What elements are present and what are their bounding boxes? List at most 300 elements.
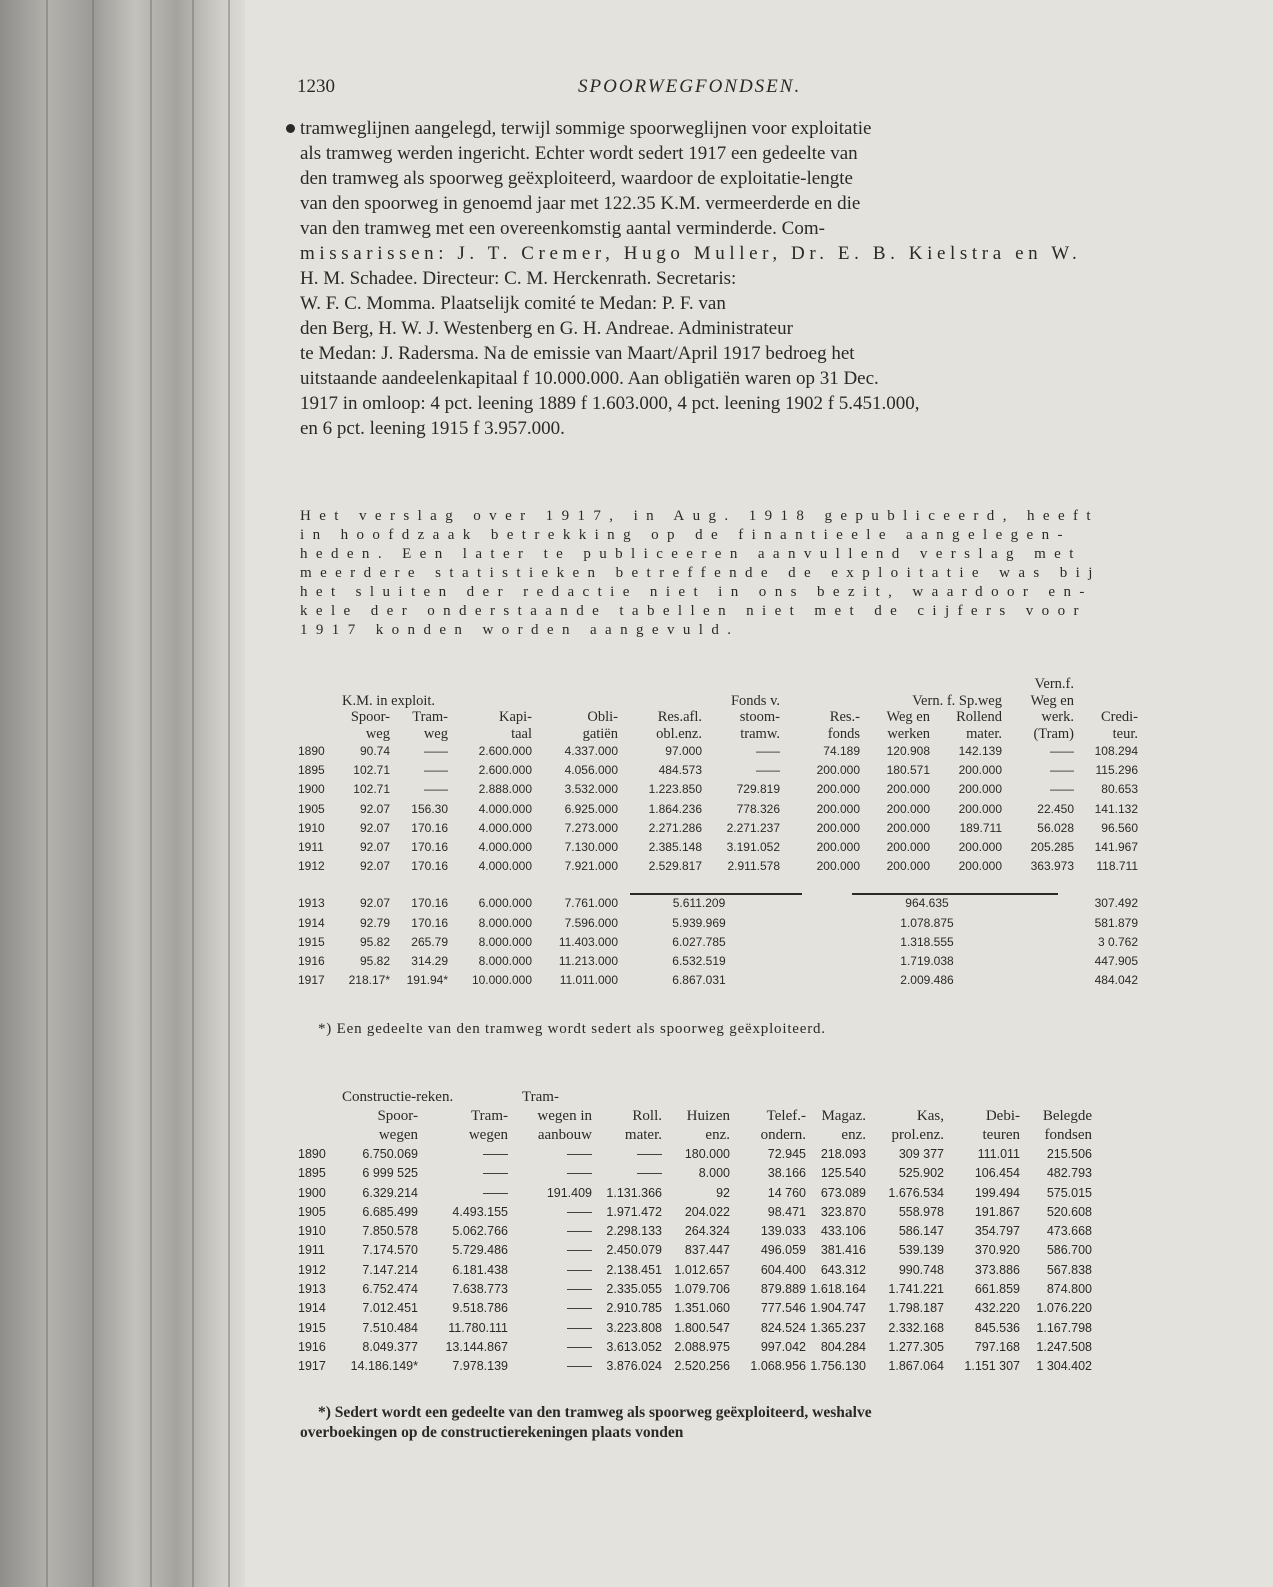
table-cell: 156.30 bbox=[411, 801, 448, 816]
table-cell: 5.729.486 bbox=[452, 1243, 508, 1258]
table-cell: —— bbox=[756, 744, 780, 758]
table-cell: 2.911.578 bbox=[727, 859, 780, 874]
table-cell: 92.07 bbox=[359, 840, 390, 855]
table-cell: 309 377 bbox=[898, 1147, 944, 1161]
table-cell: 997.042 bbox=[760, 1339, 806, 1354]
col-header: Obli- bbox=[587, 709, 618, 725]
table-cell: 1890 bbox=[298, 1147, 326, 1161]
table-cell: 2.088.975 bbox=[674, 1339, 730, 1354]
text-line: van den spoorweg in genoemd jaar met 122.35 K.M. vermeerderde en die bbox=[300, 193, 861, 214]
text-line: missarissen: J. T. Cremer, Hugo Muller, Dr. E. B. Kielstra en W. bbox=[300, 243, 1082, 264]
table-cell: 7.978.139 bbox=[452, 1359, 508, 1374]
table-cell: 215.506 bbox=[1046, 1147, 1092, 1161]
table-row bbox=[298, 780, 1138, 799]
col-header: enz. bbox=[705, 1127, 730, 1143]
table-row bbox=[298, 857, 1138, 876]
table-cell: 1.079.706 bbox=[674, 1282, 730, 1297]
table-cell: 5.062.766 bbox=[452, 1224, 508, 1239]
bullet-mark bbox=[286, 124, 295, 133]
table-cell: 2.298.133 bbox=[606, 1224, 662, 1239]
table-cell: 14.186.149* bbox=[350, 1359, 418, 1374]
table-cell: —— bbox=[1050, 744, 1074, 758]
table-cell: 7.273.000 bbox=[564, 820, 618, 835]
table-row bbox=[298, 894, 1138, 913]
table-cell: 7.596.000 bbox=[564, 915, 618, 930]
col-header: wegen bbox=[468, 1127, 508, 1143]
table-cell: 837.447 bbox=[684, 1243, 730, 1258]
table-cell: 111.011 bbox=[977, 1147, 1020, 1161]
table-cell: 1.741.221 bbox=[888, 1282, 944, 1297]
table-cell: 1.277.305 bbox=[888, 1339, 944, 1354]
table-cell: 473.668 bbox=[1046, 1224, 1092, 1239]
table-cell: 370.920 bbox=[974, 1243, 1020, 1258]
table-cell: 1.078.875 bbox=[900, 915, 954, 930]
col-header: Vern.f. bbox=[1034, 676, 1074, 692]
col-header: gatiën bbox=[582, 725, 618, 742]
table-cell: 1.867.064 bbox=[888, 1359, 944, 1374]
table-cell: 575.015 bbox=[1046, 1185, 1092, 1200]
col-header: teur. bbox=[1112, 725, 1138, 742]
table-cell: 433.106 bbox=[820, 1224, 866, 1239]
table-cell: 1912 bbox=[298, 859, 325, 874]
table-cell: 118.711 bbox=[1096, 859, 1138, 874]
col-header: Roll. bbox=[632, 1108, 662, 1124]
table-cell: 1917 bbox=[298, 973, 325, 988]
table-cell: —— bbox=[567, 1204, 592, 1219]
table-row bbox=[298, 1164, 1092, 1183]
table-row bbox=[298, 800, 1138, 819]
table-cell: 102.71 bbox=[353, 763, 390, 778]
text-line: in hoofdzaak betrekking op de finantieele aangelegen- bbox=[300, 527, 1071, 543]
table-cell: 4.000.000 bbox=[478, 859, 532, 874]
table-cell: 7.850.578 bbox=[362, 1224, 418, 1239]
table-cell: 80.653 bbox=[1101, 782, 1138, 797]
table-cell: 1905 bbox=[298, 1204, 326, 1219]
col-header: Res.afl. bbox=[657, 709, 702, 725]
table-cell: 1.365.237 bbox=[810, 1320, 866, 1335]
table2-footnote-line: overboekingen op de constructierekeningen plaats vonden bbox=[300, 1424, 684, 1441]
table-cell: 1.131.366 bbox=[606, 1185, 662, 1200]
table-cell: —— bbox=[567, 1166, 592, 1181]
table-cell: 6.685.499 bbox=[362, 1204, 418, 1219]
table-cell: 2.271.237 bbox=[726, 820, 780, 835]
table-cell: 824.524 bbox=[760, 1320, 806, 1335]
table-cell: 1914 bbox=[298, 1301, 326, 1316]
table-cell: —— bbox=[756, 763, 780, 778]
table-cell: 7.130.000 bbox=[564, 840, 618, 855]
col-header: Rollend bbox=[956, 709, 1002, 725]
table-cell: 1.756.130 bbox=[810, 1359, 866, 1374]
col-header: Kapi- bbox=[498, 709, 532, 725]
table-cell: —— bbox=[424, 744, 448, 758]
table-cell: 92.07 bbox=[359, 801, 390, 816]
table-cell: 1915 bbox=[298, 934, 325, 949]
table-cell: 581.879 bbox=[1094, 915, 1138, 930]
table-cell: 97.000 bbox=[665, 744, 702, 758]
text-line: tramweglijnen aangelegd, terwijl sommige spoorweglijnen voor exploitatie bbox=[300, 118, 872, 139]
table-cell: 200.000 bbox=[816, 859, 860, 874]
table-row bbox=[298, 1338, 1092, 1357]
table-cell: 567.838 bbox=[1046, 1262, 1092, 1277]
table-cell: 6.000.000 bbox=[478, 896, 532, 911]
text-line: als tramweg werden ingericht. Echter wordt sedert 1917 een gedeelte van bbox=[300, 143, 858, 164]
table-cell: 115.296 bbox=[1095, 763, 1138, 778]
bracket-line bbox=[630, 893, 802, 895]
col-header: stoom- bbox=[739, 709, 780, 725]
table-cell: 643.312 bbox=[820, 1262, 866, 1277]
table-cell: 482.793 bbox=[1046, 1166, 1092, 1181]
table-cell: —— bbox=[1050, 763, 1074, 778]
table-cell: 22.450 bbox=[1037, 801, 1074, 816]
table-cell: —— bbox=[567, 1147, 592, 1161]
table-cell: 11.403.000 bbox=[558, 934, 618, 949]
table-cell: 170.16 bbox=[411, 820, 448, 835]
table-cell: 200.000 bbox=[886, 782, 930, 797]
text-line: Het verslag over 1917, in Aug. 1918 gepubliceerd, heeft bbox=[300, 508, 1099, 524]
table-row bbox=[298, 1319, 1092, 1338]
table-cell: 108.294 bbox=[1094, 744, 1138, 758]
table-cell: 95.82 bbox=[359, 954, 390, 969]
table-cell: 8.049.377 bbox=[362, 1339, 418, 1354]
table-cell: 3.613.052 bbox=[606, 1339, 662, 1354]
table-cell: 1916 bbox=[298, 1339, 326, 1354]
col-header: mater. bbox=[624, 1127, 662, 1143]
table-row bbox=[298, 1280, 1092, 1299]
table-cell: 307.492 bbox=[1094, 896, 1138, 911]
col-header: wegen bbox=[378, 1127, 418, 1143]
table-cell: 200.000 bbox=[816, 782, 860, 797]
table-cell: 1.971.472 bbox=[606, 1204, 662, 1219]
table-cell: 990.748 bbox=[898, 1262, 944, 1277]
table-cell: 673.089 bbox=[820, 1185, 866, 1200]
table-cell: 1890 bbox=[298, 744, 325, 758]
table-row bbox=[298, 819, 1138, 838]
table-cell: 447.905 bbox=[1094, 954, 1138, 969]
col-header: prol.enz. bbox=[891, 1127, 944, 1143]
table-cell: 200.000 bbox=[886, 840, 930, 855]
table-cell: 558.978 bbox=[898, 1204, 944, 1219]
table-cell: 1895 bbox=[298, 1166, 326, 1181]
text-line: den tramweg als spoorweg geëxploiteerd, waardoor de exploitatie-lengte bbox=[300, 168, 853, 189]
table-cell: —— bbox=[483, 1147, 508, 1161]
table-cell: 3.876.024 bbox=[606, 1359, 662, 1374]
table-cell: 199.494 bbox=[974, 1185, 1020, 1200]
text-line: H. M. Schadee. Directeur: C. M. Herckenrath. Secretaris: bbox=[300, 268, 737, 289]
table-cell: 6.867.031 bbox=[672, 973, 726, 988]
table-cell: 3.191.052 bbox=[726, 840, 780, 855]
table-cell: 2.529.817 bbox=[648, 859, 702, 874]
table-cell: 1.223.850 bbox=[648, 782, 702, 797]
table-cell: 10.000.000 bbox=[471, 973, 532, 988]
table-cell: 6.329.214 bbox=[362, 1185, 418, 1200]
table-cell: 90.74 bbox=[359, 744, 390, 758]
table-cell: 496.059 bbox=[760, 1243, 806, 1258]
col-header: Kas, bbox=[916, 1108, 944, 1124]
col-header: enz. bbox=[841, 1127, 866, 1143]
col-header: Weg en bbox=[886, 709, 930, 725]
table-cell: 6.752.474 bbox=[362, 1282, 418, 1297]
table-row bbox=[298, 971, 1138, 990]
table-cell: 354.797 bbox=[974, 1224, 1020, 1239]
table-cell: —— bbox=[567, 1262, 592, 1277]
table-cell: 484.042 bbox=[1094, 973, 1138, 988]
table-cell: 106.454 bbox=[974, 1166, 1020, 1181]
col-header: werken bbox=[887, 725, 930, 742]
table-cell: 1900 bbox=[298, 782, 325, 797]
table-cell: —— bbox=[567, 1359, 592, 1374]
table-cell: 6.181.438 bbox=[452, 1262, 508, 1277]
text-line: kele der onderstaande tabellen niet met de cijfers voor bbox=[300, 603, 1087, 619]
table-cell: 92 bbox=[716, 1185, 730, 1200]
table-row bbox=[298, 838, 1138, 857]
table-row bbox=[298, 761, 1138, 780]
table-cell: 200.000 bbox=[958, 801, 1002, 816]
table-cell: 1911 bbox=[298, 840, 324, 855]
col-header: Tram- bbox=[471, 1108, 508, 1124]
table-cell: 6.925.000 bbox=[564, 801, 618, 816]
table-cell: 586.700 bbox=[1046, 1243, 1092, 1258]
table-cell: 604.400 bbox=[760, 1262, 806, 1277]
table-cell: —— bbox=[424, 763, 448, 778]
col-header: Tram- bbox=[412, 709, 448, 725]
table-cell: —— bbox=[637, 1147, 662, 1161]
col-header: weg bbox=[423, 725, 448, 742]
table-cell: —— bbox=[483, 1166, 508, 1181]
table-cell: 191.409 bbox=[546, 1185, 592, 1200]
table-cell: 141.967 bbox=[1094, 840, 1138, 855]
table-cell: 170.16 bbox=[411, 840, 448, 855]
table-cell: 8.000.000 bbox=[478, 954, 532, 969]
table-cell: 204.022 bbox=[684, 1204, 730, 1219]
table-cell: 200.000 bbox=[816, 801, 860, 816]
table-cell: 264.324 bbox=[684, 1224, 730, 1239]
table-cell: —— bbox=[637, 1166, 662, 1181]
table-cell: 1.618.164 bbox=[810, 1282, 866, 1297]
table-cell: 38.166 bbox=[767, 1166, 806, 1181]
table-cell: 879.889 bbox=[760, 1282, 806, 1297]
table-cell: 1.904.747 bbox=[810, 1301, 866, 1316]
table-cell: 125.540 bbox=[820, 1166, 866, 1181]
table-cell: 874.800 bbox=[1046, 1282, 1092, 1297]
table-cell: 205.285 bbox=[1030, 840, 1074, 855]
table-cell: 120.908 bbox=[886, 744, 930, 758]
col-header: Spoor- bbox=[377, 1108, 418, 1124]
table-cell: 102.71 bbox=[353, 782, 390, 797]
table-cell: 218.093 bbox=[820, 1147, 866, 1161]
text-line: W. F. C. Momma. Plaatselijk comité te Medan: P. F. van bbox=[300, 293, 726, 314]
table-cell: 92.07 bbox=[359, 896, 390, 911]
table-cell: 141.132 bbox=[1094, 801, 1138, 816]
table-cell: 1913 bbox=[298, 1282, 326, 1297]
col-header: Debi- bbox=[985, 1108, 1020, 1124]
col-header: K.M. in exploit. bbox=[342, 692, 436, 709]
table-row bbox=[298, 1203, 1092, 1222]
table-cell: 4.000.000 bbox=[478, 840, 532, 855]
table-row bbox=[298, 742, 1138, 761]
col-header: teuren bbox=[982, 1127, 1020, 1143]
table-cell: 373.886 bbox=[974, 1262, 1020, 1277]
table-cell: 381.416 bbox=[820, 1243, 866, 1258]
col-header: fondsen bbox=[1044, 1127, 1092, 1143]
table-cell: 95.82 bbox=[359, 934, 390, 949]
col-header: Huizen bbox=[686, 1108, 730, 1124]
table-cell: —— bbox=[424, 782, 448, 797]
table-cell: 778.326 bbox=[736, 801, 780, 816]
book-spine-edge bbox=[0, 0, 245, 1587]
table-cell: 1910 bbox=[298, 1224, 326, 1239]
table-cell: 6.750.069 bbox=[362, 1147, 418, 1161]
table-cell: 432.220 bbox=[974, 1301, 1020, 1316]
table-cell: 4.493.155 bbox=[452, 1204, 508, 1219]
table-cell: 200.000 bbox=[958, 859, 1002, 874]
text-line: meerdere statistieken betreffende de exploitatie was bij bbox=[300, 565, 1101, 581]
table-cell: 1.864.236 bbox=[648, 801, 702, 816]
table-cell: 92.07 bbox=[359, 859, 390, 874]
table-cell: 1905 bbox=[298, 801, 325, 816]
table-cell: 964.635 bbox=[905, 896, 949, 911]
table-cell: 14 760 bbox=[767, 1185, 806, 1200]
table-cell: 4.056.000 bbox=[564, 763, 618, 778]
table-cell: 2.138.451 bbox=[606, 1262, 662, 1277]
table-row bbox=[298, 933, 1138, 952]
table-cell: 729.819 bbox=[736, 782, 780, 797]
table-cell: 7.147.214 bbox=[362, 1262, 418, 1277]
table-cell: 3 0.762 bbox=[1097, 934, 1138, 949]
table-row bbox=[298, 1184, 1092, 1203]
text-line: van den tramweg met een overeenkomstig aantal verminderde. Com- bbox=[300, 218, 825, 239]
table-cell: 777.546 bbox=[760, 1301, 806, 1316]
table-cell: 2.450.079 bbox=[606, 1243, 662, 1258]
table-cell: 2.910.785 bbox=[606, 1301, 662, 1316]
table-cell: 1900 bbox=[298, 1185, 326, 1200]
table-cell: 7.761.000 bbox=[564, 896, 618, 911]
table-cell: 1.151 307 bbox=[964, 1359, 1020, 1374]
table-cell: 11.780.111 bbox=[448, 1320, 508, 1335]
text-line: uitstaande aandeelenkapitaal f 10.000.000. Aan obligatiën waren op 31 Dec. bbox=[300, 368, 879, 389]
table-cell: 7.510.484 bbox=[362, 1320, 418, 1335]
table-cell: 7.174.570 bbox=[362, 1243, 418, 1258]
table-cell: 1912 bbox=[298, 1262, 326, 1277]
table-cell: 845.536 bbox=[974, 1320, 1020, 1335]
text-line: het sluiten der redactie niet in ons bezit, waardoor en- bbox=[300, 584, 1093, 600]
table-cell: 2.888.000 bbox=[478, 782, 532, 797]
table-cell: 2.271.286 bbox=[648, 820, 702, 835]
col-header: taal bbox=[511, 725, 532, 742]
table-cell: 11.011.000 bbox=[559, 973, 618, 988]
table-cell: 1910 bbox=[298, 820, 325, 835]
table-cell: 586.147 bbox=[898, 1224, 944, 1239]
table-cell: 8.000 bbox=[698, 1166, 730, 1181]
table-cell: 1913 bbox=[298, 896, 325, 911]
bracket-line bbox=[852, 893, 1058, 895]
running-title: SPOORWEGFONDSEN. bbox=[578, 76, 802, 97]
table-cell: 3.223.808 bbox=[606, 1320, 662, 1335]
table-cell: 6.532.519 bbox=[672, 954, 726, 969]
col-header: aanbouw bbox=[537, 1127, 592, 1143]
col-header: werk. bbox=[1041, 709, 1074, 725]
table-cell: 142.139 bbox=[958, 744, 1002, 758]
table-cell: 180.000 bbox=[684, 1147, 730, 1161]
table-cell: 200.000 bbox=[958, 782, 1002, 797]
col-header: Tram- bbox=[522, 1089, 559, 1105]
table-cell: 1915 bbox=[298, 1320, 326, 1335]
text-line: heden. Een later te publiceeren aanvullend verslag met bbox=[300, 546, 1082, 562]
table-cell: 2.385.148 bbox=[648, 840, 702, 855]
table-cell: 363.973 bbox=[1030, 859, 1074, 874]
table-cell: 1.719.038 bbox=[900, 954, 954, 969]
table-cell: 1914 bbox=[298, 915, 325, 930]
table-cell: 2.600.000 bbox=[478, 763, 532, 778]
table-cell: 525.902 bbox=[898, 1166, 944, 1181]
table-cell: 9.518.786 bbox=[452, 1301, 508, 1316]
col-header: Constructie-reken. bbox=[342, 1089, 454, 1105]
col-header: Fonds v. bbox=[730, 692, 780, 709]
table-cell: 98.471 bbox=[767, 1204, 806, 1219]
col-header: (Tram) bbox=[1033, 725, 1074, 742]
table-cell: 3.532.000 bbox=[564, 782, 618, 797]
table-row bbox=[298, 1261, 1092, 1280]
col-header: wegen in bbox=[537, 1108, 592, 1124]
table-cell: 92.07 bbox=[359, 820, 390, 835]
table-cell: 7.012.451 bbox=[362, 1301, 418, 1316]
table-cell: —— bbox=[567, 1301, 592, 1316]
table-cell: 1895 bbox=[298, 763, 325, 778]
table-row bbox=[298, 952, 1138, 971]
table-cell: 8.000.000 bbox=[478, 934, 532, 949]
table-cell: 804.284 bbox=[820, 1339, 866, 1354]
col-header: weg bbox=[365, 725, 390, 742]
table-cell: 170.16 bbox=[411, 896, 448, 911]
table1-footnote: *) Een gedeelte van den tramweg wordt sedert als spoorweg geëxploiteerd. bbox=[318, 1021, 826, 1037]
table-cell: 1916 bbox=[298, 954, 325, 969]
table-cell: 74.189 bbox=[823, 744, 860, 758]
table-cell: 8.000.000 bbox=[478, 915, 532, 930]
table-cell: 200.000 bbox=[958, 763, 1002, 778]
col-header: obl.enz. bbox=[656, 725, 702, 742]
table-cell: 797.168 bbox=[974, 1339, 1020, 1354]
table-cell: 323.870 bbox=[820, 1204, 866, 1219]
table-row bbox=[298, 914, 1138, 933]
table-cell: 200.000 bbox=[886, 801, 930, 816]
col-header: Res.- bbox=[829, 709, 860, 725]
table-cell: 72.945 bbox=[767, 1147, 806, 1161]
table-cell: 5.939.969 bbox=[672, 915, 726, 930]
table-cell: 1.167.798 bbox=[1036, 1320, 1092, 1335]
table-cell: 661.859 bbox=[974, 1282, 1020, 1297]
table-cell: 539.139 bbox=[898, 1243, 944, 1258]
col-header: Credi- bbox=[1100, 709, 1138, 725]
table-cell: 1.676.534 bbox=[888, 1185, 944, 1200]
col-header: mater. bbox=[966, 725, 1002, 742]
text-line: te Medan: J. Radersma. Na de emissie van Maart/April 1917 bedroeg het bbox=[300, 343, 855, 364]
finance-table-1 bbox=[298, 676, 1138, 990]
table-cell: 1.012.657 bbox=[674, 1262, 730, 1277]
table-cell: 4.337.000 bbox=[564, 744, 618, 758]
table-row bbox=[298, 1241, 1092, 1260]
table-cell: 4.000.000 bbox=[478, 820, 532, 835]
text-line: 1917 in omloop: 4 pct. leening 1889 f 1.603.000, 4 pct. leening 1902 f 5.451.000, bbox=[300, 393, 920, 414]
col-header: Weg en bbox=[1030, 692, 1074, 709]
table-cell: 1917 bbox=[298, 1359, 326, 1374]
table-cell: 191.867 bbox=[974, 1204, 1020, 1219]
table-cell: 6 999 525 bbox=[362, 1166, 418, 1181]
col-header: Telef.- bbox=[766, 1108, 806, 1124]
table-cell: —— bbox=[567, 1282, 592, 1297]
col-header: tramw. bbox=[740, 725, 780, 742]
finance-table-2 bbox=[298, 1088, 1092, 1377]
table-cell: 96.560 bbox=[1101, 820, 1138, 835]
text-line: en 6 pct. leening 1915 f 3.957.000. bbox=[300, 418, 565, 439]
